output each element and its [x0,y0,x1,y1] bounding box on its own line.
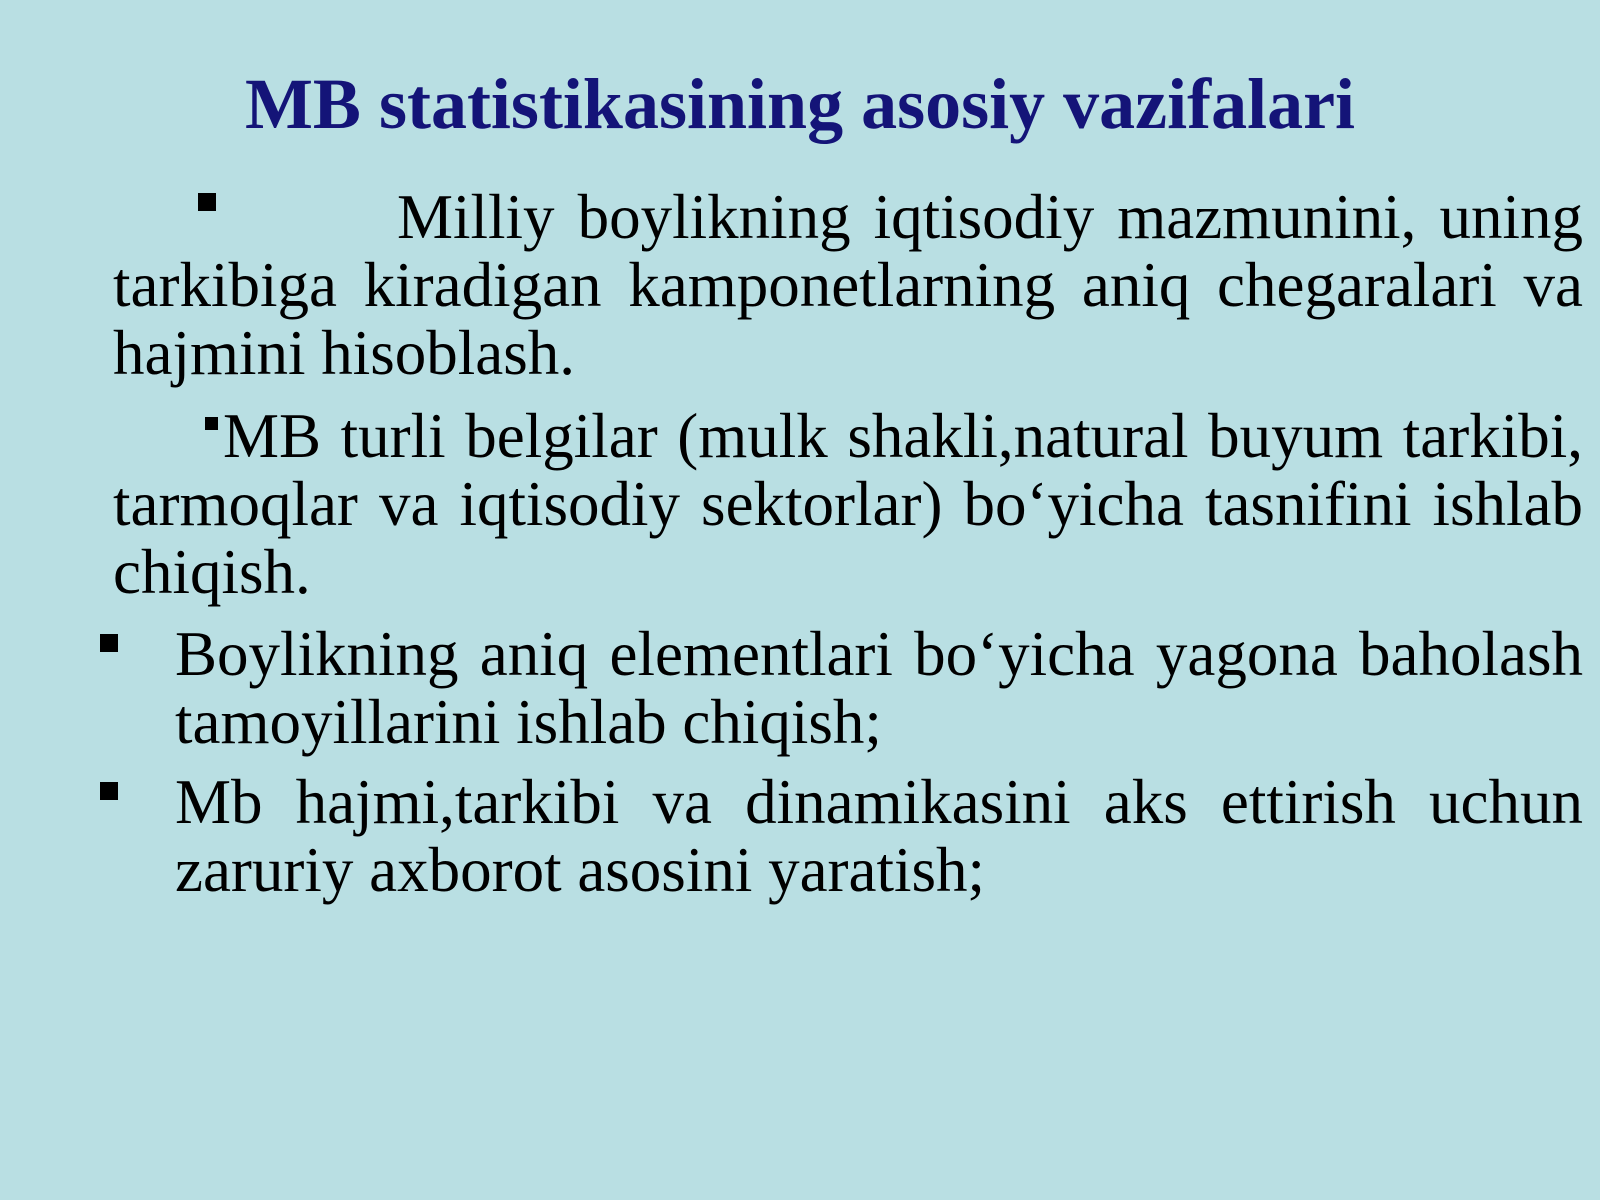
square-bullet-icon [100,782,118,800]
task-list-item-1 [175,620,1583,756]
task-paragraph-1 [113,183,1583,387]
task-paragraph-1-text: Milliy boylikning iqtisodiy mazmunini, uning tarkibiga kiradigan kamponetlarning aniq chegaralari va hajmini hisoblash. [113,182,1583,388]
task-list-item-2 [175,768,1583,904]
slide-title: MB statistikasining asosiy vazifalari [244,64,1356,144]
task-list-item-2-text: Mb hajmi,tarkibi va dinamikasini aks ettirish uchun zaruriy axborot asosini yaratish; [175,767,1583,905]
square-bullet-icon [100,634,118,652]
task-paragraph-2-text: MB turli belgilar (mulk shakli,natural buyum tarkibi, tarmoqlar va iqtisodiy sektorlar) bo‘yicha tasnifini ishlab chiqish. [113,401,1583,607]
task-paragraph-2 [113,402,1583,606]
square-bullet-icon [205,417,218,430]
square-bullet-icon [198,193,216,211]
task-list-item-1-text: Boylikning aniq elementlari bo‘yicha yagona baholash tamoyillarini ishlab chiqish; [175,619,1583,757]
